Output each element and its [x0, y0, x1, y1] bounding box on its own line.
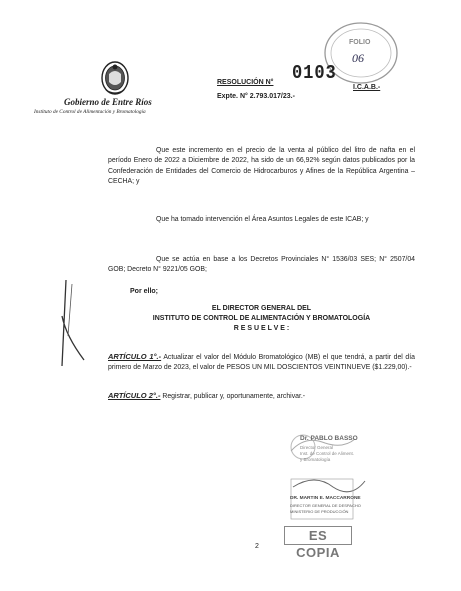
es-copia-stamp: ES COPIA — [284, 526, 352, 545]
paragraph-1: Que este incremento en el precio de la venta al público del litro de nafta en el período Enero de 2022 a Diciembre de 2022, ha sido de un 66,92% según datos publicados por la Confederación de Entidades del Comercio de Hidrocarburos y Afines de la República Argentina – CECHA; y — [108, 147, 415, 185]
paragraph-2: Que ha tomado intervención el Área Asuntos Legales de este ICAB; y — [156, 216, 369, 223]
resolution-number: 0103 — [292, 62, 337, 84]
director-line-2: INSTITUTO DE CONTROL DE ALIMENTACIÓN Y BROMATOLOGÍA — [152, 315, 371, 322]
resolution-label: RESOLUCIÓN N° — [217, 79, 274, 86]
article-1 — [108, 352, 415, 374]
resolution-suffix: I.C.A.B.- — [353, 84, 381, 91]
government-title: Gobierno de Entre Ríos — [64, 97, 152, 107]
director-line-1: EL DIRECTOR GENERAL DEL — [211, 305, 312, 312]
signature-1-line-1: Director General — [300, 445, 334, 450]
coat-of-arms-icon — [100, 60, 130, 96]
signature-1-name: Dr. PABLO BASSO — [300, 435, 358, 442]
margin-rubric-mark — [52, 276, 94, 372]
article-2 — [108, 391, 415, 402]
folio-number: 06 — [352, 51, 364, 65]
folio-label: FOLIO — [349, 39, 371, 46]
paragraph-3: Que se actúa en base a los Decretos Provinciales N° 1536/03 SES; N° 2507/04 GOB; Decreto N° 9221/05 GOB; — [108, 256, 415, 274]
expediente-number: Expte. N° 2.793.017/23.- — [217, 93, 295, 100]
institute-subtitle: Instituto de Control de Alimentación y Bromatología — [34, 109, 146, 115]
article-1-title: ARTÍCULO 1°.- — [108, 352, 162, 361]
page-number: 2 — [255, 543, 259, 550]
article-2-text: Registrar, publicar y, oportunamente, archivar.- — [160, 393, 306, 400]
article-1-text: Actualizar el valor del Módulo Bromatológico (MB) el que tendrá, a partir del día primero de Marzo de 2023, el valor de PESOS UN MIL DOSCIENTOS VEINTINUEVE ($1.229,00).- — [108, 354, 415, 372]
por-ello: Por ello; — [130, 288, 159, 295]
signature-2-line-1: DIRECTOR GENERAL DE DESPACHO — [290, 503, 361, 508]
signature-1-line-3: y Bromatología — [300, 457, 331, 462]
resuelve-heading: R E S U E L V E : — [233, 325, 290, 332]
article-2-title: ARTÍCULO 2°.- — [108, 391, 161, 400]
signature-2-name: DR. MARTIN E. MACCARRONE — [290, 496, 361, 501]
signature-1-line-2: Inst. de Control de Aliment. — [300, 451, 355, 456]
signature-2-line-2: MINISTERIO DE PRODUCCIÓN — [290, 509, 349, 514]
